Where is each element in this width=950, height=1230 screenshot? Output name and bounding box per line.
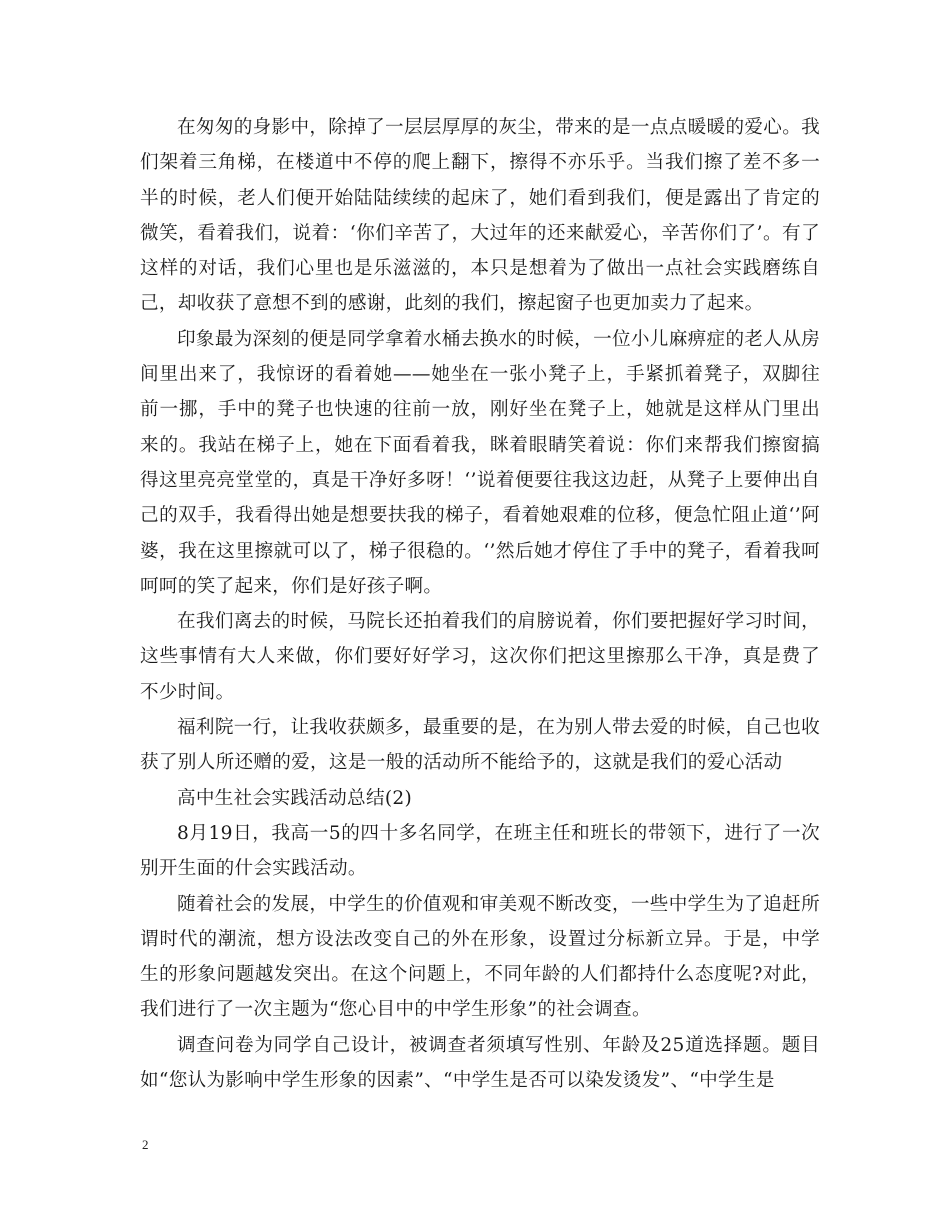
- document-body: [140, 110, 820, 1098]
- paragraph: 随着社会的发展，中学生的价值观和审美观不断改变，一些中学生为了追赶所谓时代的潮流，想方设法改变自己的外在形象，设置过分标新立异。于是，中学生的形象问题越发突出。在这个问题上，不同年龄的人们都持什么态度呢?对此，我们进行了一次主题为“您心目中的中学生形象”的社会调查。: [140, 893, 820, 1021]
- paragraph: 调查问卷为同学自己设计，被调查者须填写性别、年龄及25道选择题。题目如“您认为影响中学生形象的因素”、“中学生是否可以染发烫发”、“中学生是: [140, 1034, 820, 1092]
- paragraph: 在匆匆的身影中，除掉了一层层厚厚的灰尘，带来的是一点点暖暖的爱心。我们架着三角梯，在楼道中不停的爬上翻下，擦得不亦乐乎。当我们擦了差不多一半的时候，老人们便开始陆陆续续的起床了，她们看到我们，便是露出了肯定的微笑，看着我们，说着：‘你们辛苦了，大过年的还来献爱心，辛苦你们了’。有了这样的对话，我们心里也是乐滋滋的，本只是想着为了做出一点社会实践磨练自己，却收获了意想不到的感谢，此刻的我们，擦起窗子也更加卖力了起来。: [140, 117, 820, 315]
- paragraph: 8月19日，我高一5的四十多名同学，在班主任和班长的带领下，进行了一次别开生面的什会实践活动。: [140, 822, 820, 880]
- page-number: 2: [142, 1137, 149, 1152]
- paragraph: 福利院一行，让我收获颇多，最重要的是，在为别人带去爱的时候，自己也收获了别人所还赠的爱，这是一般的活动所不能给予的，这就是我们的爱心活动: [140, 717, 820, 774]
- paragraph: 在我们离去的时候，马院长还拍着我们的肩膀说着，你们要把握好学习时间，这些事情有大人来做，你们要好好学习，这次你们把这里擦那么干净，真是费了不少时间。: [140, 611, 820, 703]
- section-heading: 高中生社会实践活动总结(2): [177, 787, 413, 809]
- paragraph: 印象最为深刻的便是同学拿着水桶去换水的时候，一位小儿麻痹症的老人从房间里出来了，我惊讶的看着她——她坐在一张小凳子上，手紧抓着凳子，双脚往前一挪，手中的凳子也快速的往前一放，刚好坐在凳子上，她就是这样从门里出来的。我站在梯子上，她在下面看着我，眯着眼睛笑着说：你们来帮我们擦窗搞得这里亮亮堂堂的，真是干净好多呀！‘’说着便要往我这边赶，从凳子上要伸出自己的双手，我看得出她是想要扶我的梯子，看着她艰难的位移，便急忙阻止道‘’阿婆，我在这里擦就可以了，梯子很稳的。‘’然后她才停住了手中的凳子，看着我呵呵呵的笑了起来，你们是好孩子啊。: [140, 328, 820, 597]
